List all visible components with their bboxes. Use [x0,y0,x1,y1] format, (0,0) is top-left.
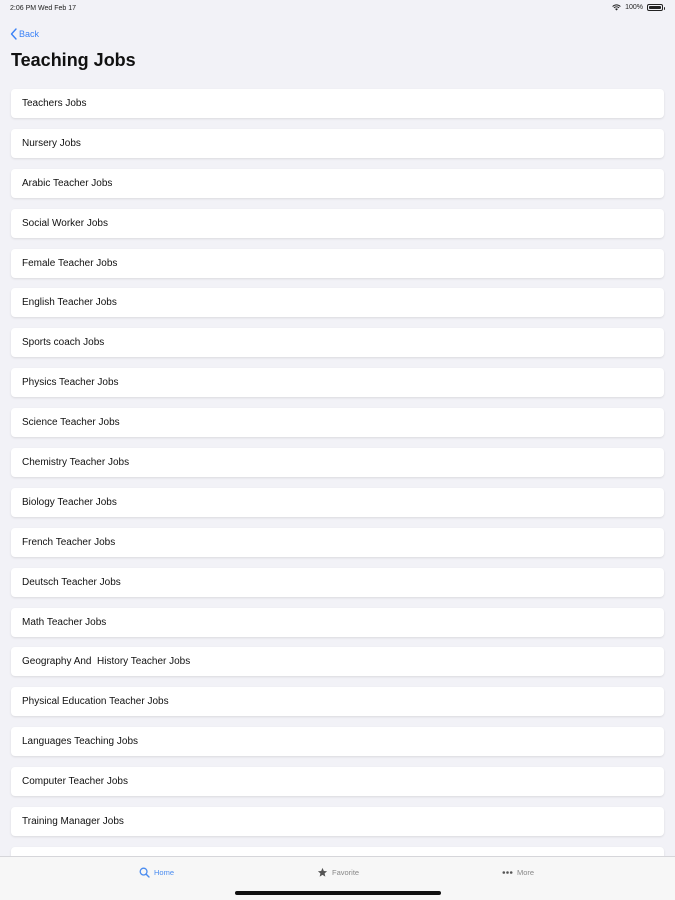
wifi-icon [612,4,621,11]
list-item-label: Science Teacher Jobs [22,417,120,429]
home-indicator [235,891,441,895]
list-item-label: Chemistry Teacher Jobs [22,457,130,469]
tab-bar [0,856,675,900]
back-button[interactable] [10,28,39,40]
list-item[interactable] [11,249,664,278]
list-item[interactable] [11,727,664,756]
list-item-label: Nursery Jobs [22,137,81,149]
list-item-label: Social Worker Jobs [22,217,108,229]
list-item-label: English Teacher Jobs [22,297,117,309]
list-item-label: Training Manager Jobs [22,816,124,828]
list-item[interactable] [11,767,664,796]
list-item-label: Arabic Teacher Jobs [22,177,113,189]
list-item[interactable] [11,687,664,716]
tab-home-label: Home [154,868,175,877]
list-item[interactable] [11,807,664,836]
list-item-label: Teachers Jobs [22,98,87,109]
list-item[interactable] [11,528,664,557]
list-item[interactable] [11,169,664,198]
list-item[interactable] [11,488,664,517]
list-item[interactable] [11,89,664,118]
list-item-label: Physics Teacher Jobs [22,377,119,389]
list-item-label: Deutsch Teacher Jobs [22,576,121,588]
list-item[interactable] [11,368,664,397]
status-right [612,4,663,11]
search-icon [139,867,150,878]
tab-more[interactable] [502,867,534,878]
tab-home[interactable] [139,867,174,878]
tab-favorite-label: Favorite [332,868,360,877]
list-item-label: Math Teacher Jobs [22,616,107,628]
more-icon [502,867,513,878]
list-item[interactable] [11,608,664,637]
list-item-label: Sports coach Jobs [22,337,105,349]
list-item-label: Geography And History Teacher Jobs [22,656,191,668]
list-item[interactable] [11,129,664,158]
list-item[interactable] [11,448,664,477]
list-item[interactable] [11,647,664,676]
list-item[interactable] [11,328,664,357]
list-item[interactable] [11,408,664,437]
back-label: Back [19,29,40,39]
list-item-label: Biology Teacher Jobs [22,496,117,508]
battery-icon [647,4,663,11]
list-item-label: Female Teacher Jobs [22,257,118,269]
job-category-list[interactable] [11,89,664,858]
chevron-left-icon [10,28,17,40]
list-item-label: Languages Teaching Jobs [22,736,139,748]
list-item[interactable] [11,568,664,597]
star-icon [317,867,328,878]
status-time-date: 2:06 PM Wed Feb 17 [10,5,77,12]
status-bar [0,0,675,18]
list-item-label: Physical Education Teacher Jobs [22,696,169,708]
list-item[interactable] [11,209,664,238]
page-title: Teaching Jobs [11,50,136,70]
tab-more-label: More [517,868,535,877]
battery-percent: 100% [625,4,643,11]
list-item-label: Computer Teacher Jobs [22,776,128,788]
list-item[interactable] [11,288,664,317]
list-item-label: French Teacher Jobs [22,536,116,548]
tab-favorite[interactable] [317,867,359,878]
